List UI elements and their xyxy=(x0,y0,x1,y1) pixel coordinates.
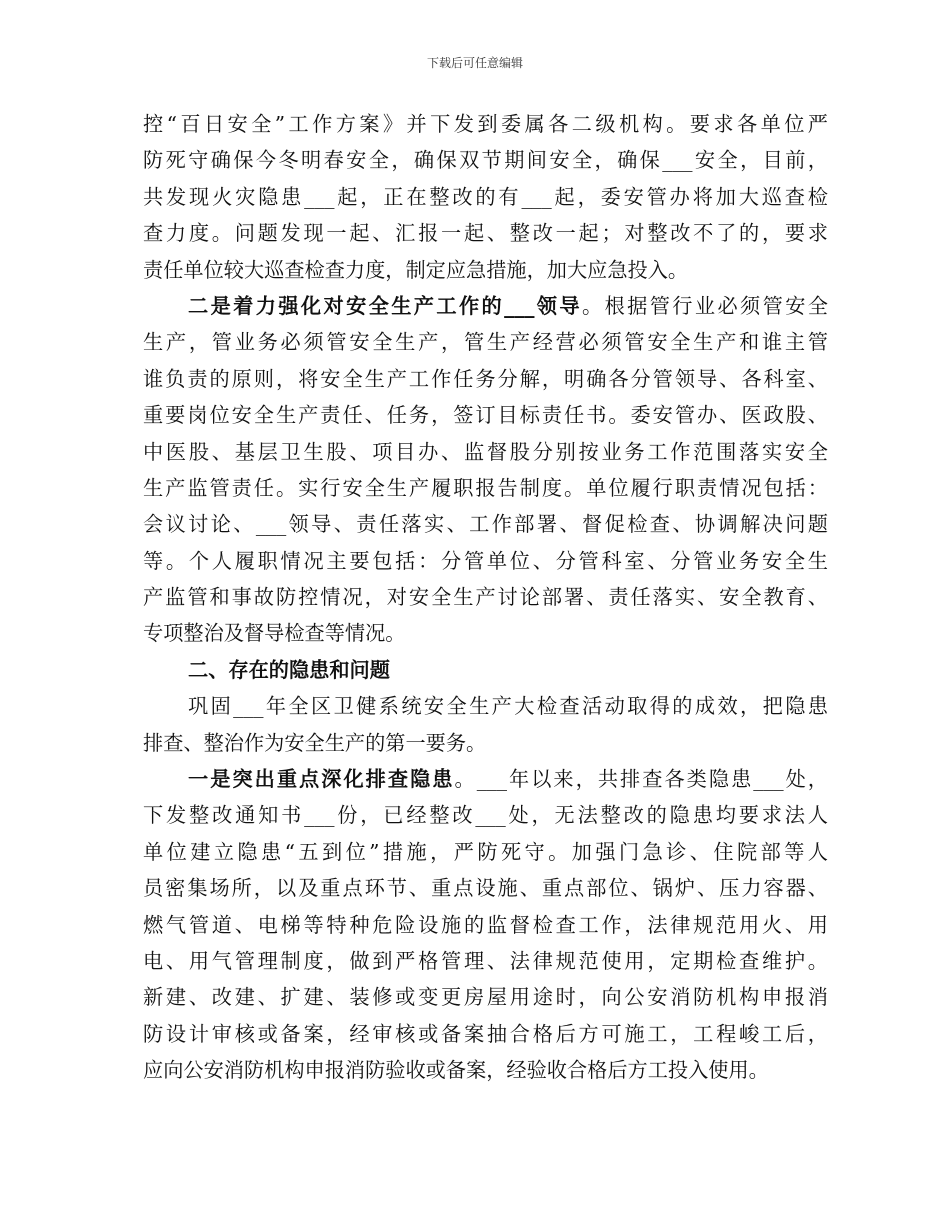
line-text: 谁负责的原则，将安全生产工作任务分解，明确各分管领导、各科室、 xyxy=(143,366,828,391)
line-text: 共发现火灾隐患___起，正在整改的有___起，委安管办将加大巡查检 xyxy=(143,184,828,209)
line-text: 查力度。问题发现一起、汇报一起、整改一起；对整改不了的，要求 xyxy=(143,221,828,246)
text-line xyxy=(143,725,828,761)
page-header-note: 下载后可任意编辑 xyxy=(426,56,523,70)
line-text: 单位建立隐患“五到位”措施，严防死守。加强门急诊、住院部等人 xyxy=(143,839,828,864)
text-line xyxy=(143,142,828,178)
text-line xyxy=(143,834,828,870)
line-text: 防死守确保今冬明春安全，确保双节期间安全，确保___安全，目前， xyxy=(143,148,828,173)
line-text: 会议讨论、___领导、责任落实、工作部署、督促检查、协调解决问题 xyxy=(143,512,828,537)
line-text: 员密集场所，以及重点环节、重点设施、重点部位、锅炉、压力容器、 xyxy=(143,876,828,901)
line-text: 中医股、基层卫生股、项目办、监督股分别按业务工作范围落实安全 xyxy=(143,439,828,464)
text-line xyxy=(143,288,828,324)
line-text: 燃气管道、电梯等特种危险设施的监督检查工作，法律规范用火、用 xyxy=(143,912,828,937)
line-text: 责任单位较大巡查检查力度，制定应急措施，加大应急投入。 xyxy=(143,257,689,282)
bold-heading-text: 一是突出重点深化排查隐患 xyxy=(188,767,455,792)
bold-heading-text: 二、存在的隐患和问题 xyxy=(188,657,390,682)
line-text: 生产，管业务必须管安全生产，管生产经营必须管安全生产和谁主管 xyxy=(143,330,828,355)
text-line xyxy=(143,215,828,251)
text-line xyxy=(143,1052,828,1088)
text-line xyxy=(143,324,828,360)
line-text: 电、用气管理制度，做到严格管理、法律规范使用，定期检查维护。 xyxy=(143,948,828,973)
text-line xyxy=(143,543,828,579)
line-text: 下发整改通知书___份，已经整改___处，无法整改的隐患均要求法人 xyxy=(143,803,828,828)
text-line xyxy=(143,1016,828,1052)
text-line xyxy=(143,688,828,724)
text-line xyxy=(143,579,828,615)
text-line xyxy=(143,434,828,470)
text-line xyxy=(143,652,828,688)
text-line xyxy=(143,106,828,142)
text-line xyxy=(143,907,828,943)
bold-heading-text: 二是着力强化对安全生产工作的___领导 xyxy=(188,293,582,318)
document-body xyxy=(143,106,828,1089)
text-line xyxy=(143,761,828,797)
line-text: 重要岗位安全生产责任、任务，签订目标责任书。委安管办、医政股、 xyxy=(143,403,828,428)
text-line xyxy=(143,615,828,651)
line-text: 新建、改建、扩建、装修或变更房屋用途时，向公安消防机构申报消 xyxy=(143,985,828,1010)
text-line xyxy=(143,797,828,833)
text-line xyxy=(143,470,828,506)
text-line xyxy=(143,361,828,397)
line-text: 控“百日安全”工作方案》并下发到委属各二级机构。要求各单位严 xyxy=(143,112,828,136)
line-text: 。根据管行业必须管安全 xyxy=(581,293,828,318)
text-line xyxy=(143,870,828,906)
text-line xyxy=(143,979,828,1015)
line-text: 。___年以来，共排查各类隐患___处， xyxy=(454,767,828,792)
text-line xyxy=(143,943,828,979)
line-text: 等。个人履职情况主要包括：分管单位、分管科室、分管业务安全生 xyxy=(143,548,828,573)
line-text: 专项整治及督导检查等情况。 xyxy=(143,621,406,646)
text-line xyxy=(143,506,828,542)
line-text: 防设计审核或备案，经审核或备案抽合格后方可施工，工程峻工后， xyxy=(143,1021,828,1046)
text-line xyxy=(143,252,828,288)
line-text: 应向公安消防机构申报消防验收或备案，经验收合格后方工投入使用。 xyxy=(143,1058,769,1083)
text-line xyxy=(143,179,828,215)
line-text: 产监管和事故防控情况，对安全生产讨论部署、责任落实、安全教育、 xyxy=(143,585,828,610)
text-line xyxy=(143,397,828,433)
line-text: 排查、整治作为安全生产的第一要务。 xyxy=(143,730,487,755)
line-text: 生产监管责任。实行安全生产履职报告制度。单位履行职责情况包括： xyxy=(143,475,828,500)
line-text: 巩固___年全区卫健系统安全生产大检查活动取得的成效，把隐患 xyxy=(188,694,828,719)
